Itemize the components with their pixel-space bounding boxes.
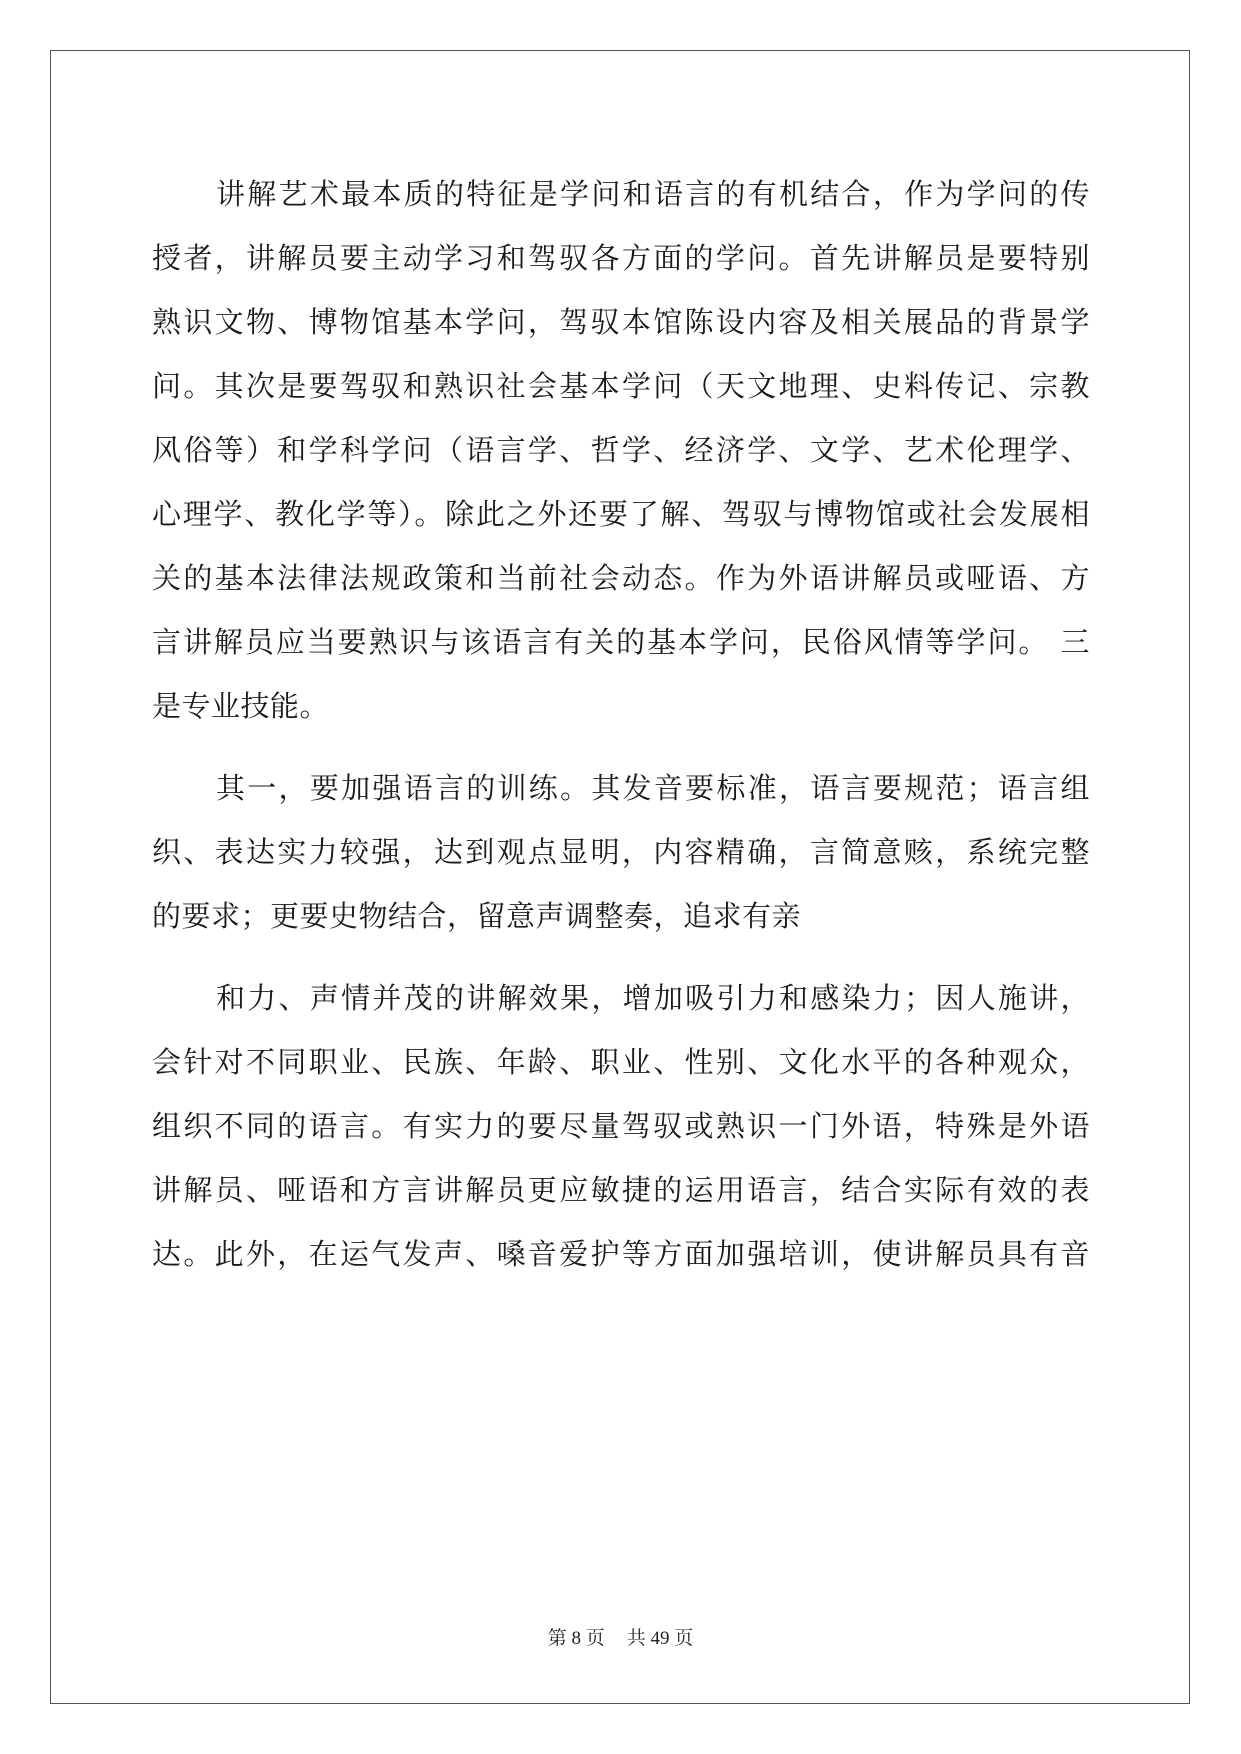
paragraph-line: 达。此外，在运气发声、嗓音爱护等方面加强培训，使讲解员具有音 xyxy=(152,1237,1090,1271)
body-text xyxy=(152,162,1090,1286)
paragraph-line: 风俗等）和学科学问（语言学、哲学、经济学、文学、艺术伦理学、 xyxy=(152,433,1090,467)
paragraph-line: 心理学、教化学等）。除此之外还要了解、驾驭与博物馆或社会发展相 xyxy=(152,497,1090,531)
page-footer xyxy=(0,1623,1241,1650)
paragraph-line: 言讲解员应当要熟识与该语言有关的基本学问，民俗风情等学问。 三 xyxy=(152,625,1090,659)
paragraph-line: 问。其次是要驾驭和熟识社会基本学问（天文地理、史料传记、宗教 xyxy=(152,369,1090,403)
paragraph-line: 的要求；更要史物结合，留意声调整奏，追求有亲 xyxy=(152,899,802,933)
paragraph-line: 熟识文物、博物馆基本学问，驾驭本馆陈设内容及相关展品的背景学 xyxy=(152,305,1090,339)
paragraph-line: 组织不同的语言。有实力的要尽量驾驭或熟识一门外语，特殊是外语 xyxy=(152,1109,1090,1143)
paragraph-line: 讲解艺术最本质的特征是学问和语言的有机结合，作为学问的传 xyxy=(216,177,1090,211)
paragraph-line: 会针对不同职业、民族、年龄、职业、性别、文化水平的各种观众， xyxy=(152,1045,1090,1079)
page-number: 第 8 页 xyxy=(547,1628,605,1649)
paragraph-line: 和力、声情并茂的讲解效果，增加吸引力和感染力；因人施讲， xyxy=(216,981,1090,1015)
paragraph-line: 授者，讲解员要主动学习和驾驭各方面的学问。首先讲解员是要特别 xyxy=(152,241,1090,275)
paragraph-line: 织、表达实力较强，达到观点显明，内容精确，言简意赅，系统完整 xyxy=(152,835,1090,869)
paragraph-line: 关的基本法律法规政策和当前社会动态。作为外语讲解员或哑语、方 xyxy=(152,561,1090,595)
page-total: 共 49 页 xyxy=(626,1628,694,1649)
paragraph-line: 讲解员、哑语和方言讲解员更应敏捷的运用语言，结合实际有效的表 xyxy=(152,1173,1090,1207)
paragraph-line: 是专业技能。 xyxy=(152,689,330,723)
paragraph-line: 其一，要加强语言的训练。其发音要标准，语言要规范；语言组 xyxy=(216,771,1090,805)
